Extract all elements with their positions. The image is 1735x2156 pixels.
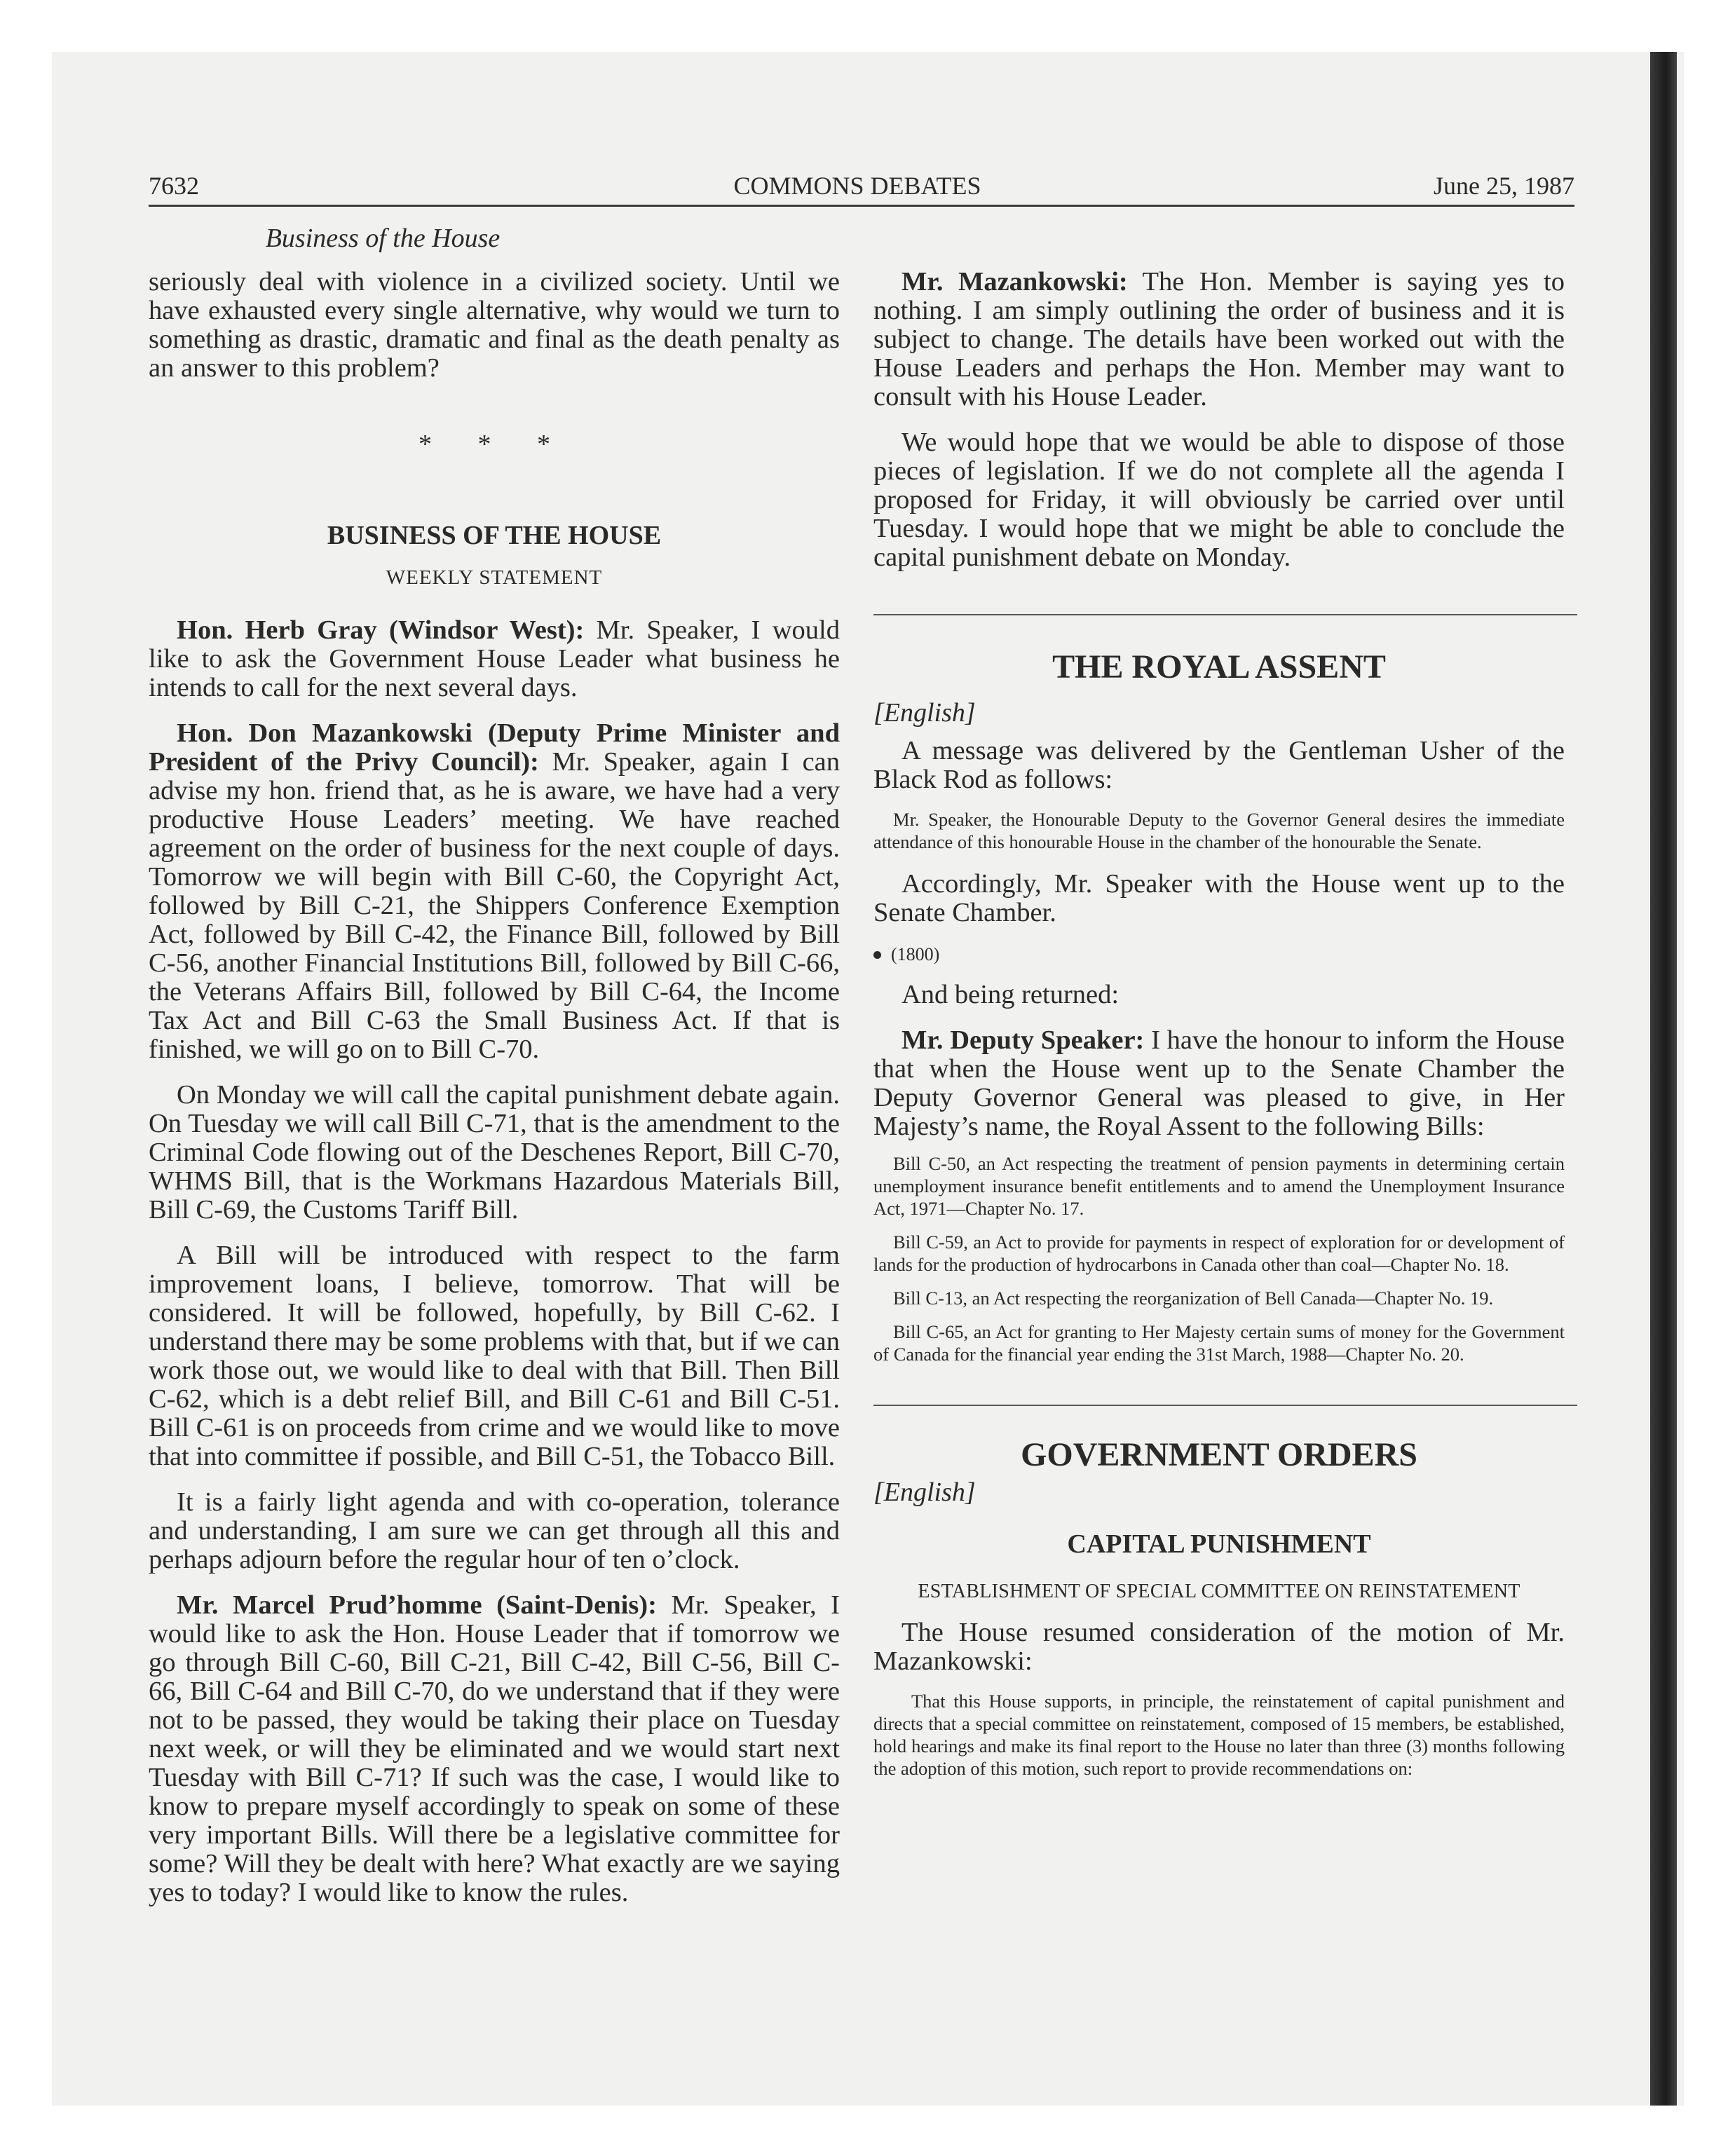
speaker-deputy: Mr. Deputy Speaker: [901,1025,1145,1055]
paragraph-mazankowski-reply [873,268,1565,411]
section-rule [873,1405,1577,1406]
section-heading-royal-assent: THE ROYAL ASSENT [1052,648,1386,685]
speaker-mazankowski: Hon. Don Mazankowski (Deputy Prime Minister and President of the Privy Council): [149,718,840,777]
speaker-mazankowski-2: Mr. Mazankowski: [901,267,1128,296]
subheading-special-committee: ESTABLISHMENT OF SPECIAL COMMITTEE ON REINSTATEMENT [918,1581,1520,1602]
section-heading-government-orders: GOVERNMENT ORDERS [1021,1436,1417,1473]
speaker-prudhomme: Mr. Marcel Prud’homme (Saint-Denis): [177,1590,657,1620]
speech-deputy: I have the honour to inform the House that when the House went up to the Senate Chamber the Deputy Governor General was pleased to give, in Her Majesty’s name, the Royal Assent to the following Bills: [873,1025,1565,1141]
paragraph-deputy-speaker [873,1026,1565,1141]
paragraph-farm-loans: A Bill will be introduced with respect to the farm improvement loans, I believe, tomorrow. That will be considered. It will be followed, hopefully, by Bill C-62. I understand there may be some problems with that, but if we can work those out, we would like to deal with that Bill. Then Bill C-62, which is a debt relief Bill, and Bill C-61 and Bill C-51. Bill C-61 is on proceeds from crime and we would like to move that into committee if possible, and Bill C-51, the Tobacco Bill. [149,1241,840,1471]
publication-title: COMMONS DEBATES [733,172,981,200]
bill-item: Bill C-50, an Act respecting the treatment of pension payments in determining certain unemployment insurance benefit entitlements and to amend the Unemployment Insurance Act, 1971—Chapter No. 17. [873,1153,1565,1219]
speech-mazankowski-2: The Hon. Member is saying yes to nothing. I am simply outlining the order of business and it is subject to change. The details have been worked out with the House Leaders and perhaps the Hon. Member may want to consult with his House Leader. [873,267,1565,411]
paragraph-monday: On Monday we will call the capital punishment debate again. On Tuesday we will call Bill C-71, that is the amendment to the Criminal Code flowing out of the Deschenes Report, Bill C-70, WHMS Bill, that is the Workmans Hazardous Materials Bill, Bill C-69, the Customs Tariff Bill. [149,1080,840,1224]
motion-text: That this House supports, in principle, the reinstatement of capital punishment and directs that a special committee on reinstatement, composed of 15 members, be established, hold hearings and make its final report to the House no later than three (3) months following the adoption of this motion, such report to provide recommendations on: [873,1691,1565,1779]
right-column [873,268,1565,1780]
section-rule [873,614,1577,615]
subheading-weekly-statement: WEEKLY STATEMENT [386,566,603,589]
scanned-page-edge [1650,52,1677,2106]
paragraph-resumed: The House resumed consideration of the motion of Mr. Mazankowski: [873,1618,1565,1676]
page-number: 7632 [149,172,199,200]
paragraph-returned: And being returned: [901,980,1120,1009]
speaker-gray: Hon. Herb Gray (Windsor West): [177,615,585,645]
section-heading-business: BUSINESS OF THE HOUSE [327,521,662,550]
time-stamp [873,944,1565,965]
running-title: Business of the House [265,224,501,253]
section-separator: * * * [419,430,570,459]
bullet-icon [873,951,881,959]
paragraph-gray [149,616,840,702]
page-date: June 25, 1987 [1434,172,1574,200]
language-note: [English] [873,1478,976,1507]
paragraph-mazankowski [149,719,840,1064]
paragraph-hope: We would hope that we would be able to dispose of those pieces of legislation. If we do not complete all the agenda I proposed for Friday, it will obviously be carried over until Tuesday. I would hope that we might be able to conclude the capital punishment debate on Monday. [873,428,1565,572]
time-stamp-text: (1800) [891,944,940,964]
bill-item: Bill C-59, an Act to provide for payments in respect of exploration for or development of lands for the production of hydrocarbons in Canada other than coal—Chapter No. 18. [873,1231,1565,1275]
paragraph-light-agenda: It is a fairly light agenda and with co-operation, tolerance and understanding, I am sure we can get through all this and perhaps adjourn before the regular hour of ten o’clock. [149,1487,840,1574]
speech-gray: Mr. Speaker, I would like to ask the Government House Leader what business he intends to call for the next several days. [149,615,840,702]
paragraph-prudhomme [149,1591,840,1907]
bill-item: Bill C-65, an Act for granting to Her Majesty certain sums of money for the Government of Canada for the financial year ending the 31st March, 1988—Chapter No. 20. [873,1321,1565,1365]
language-note: [English] [873,698,976,728]
paragraph-message: A message was delivered by the Gentleman Usher of the Black Rod as follows: [873,736,1565,794]
left-column [149,268,840,1907]
header-rule [149,205,1574,207]
paragraph-violence: seriously deal with violence in a civilized society. Until we have exhausted every single alternative, why would we turn to something as drastic, dramatic and final as the death penalty as an answer to this problem? [149,267,840,383]
bill-item: Bill C-13, an Act respecting the reorganization of Bell Canada—Chapter No. 19. [893,1288,1494,1309]
speech-mazankowski: Mr. Speaker, again I can advise my hon. friend that, as he is aware, we have had a very productive House Leaders’ meeting. We have reached agreement on the order of business for the next couple of days. Tomorrow we will begin with Bill C-60, the Copyright Act, followed by Bill C-21, the Shippers Conference Exemption Act, followed by Bill C-42, the Finance Bill, followed by Bill C-56, another Financial Institutions Bill, followed by Bill C-66, the Veterans Affairs Bill, followed by Bill C-64, the Income Tax Act and Bill C-63 the Small Business Act. If that is finished, we will go on to Bill C-70. [149,747,840,1064]
message-quote: Mr. Speaker, the Honourable Deputy to the Governor General desires the immediate attendance of this honourable House in the chamber of the honourable the Senate. [873,809,1565,852]
speech-prudhomme: Mr. Speaker, I would like to ask the Hon. House Leader that if tomorrow we go through Bill C-60, Bill C-21, Bill C-42, Bill C-56, Bill C-66, Bill C-64 and Bill C-70, do we understand that if they were not to be passed, they would be taking their place on Tuesday next week, or will they be eliminated and we would start next Tuesday with Bill C-71? If such was the case, I would like to know to prepare myself accordingly to speak on some of these very important Bills. Will there be a legislative committee for some? Will they be dealt with here? What exactly are we saying yes to today? I would like to know the rules. [149,1590,840,1907]
paragraph-accordingly: Accordingly, Mr. Speaker with the House went up to the Senate Chamber. [873,869,1565,927]
heading-capital-punishment: CAPITAL PUNISHMENT [1067,1529,1371,1559]
